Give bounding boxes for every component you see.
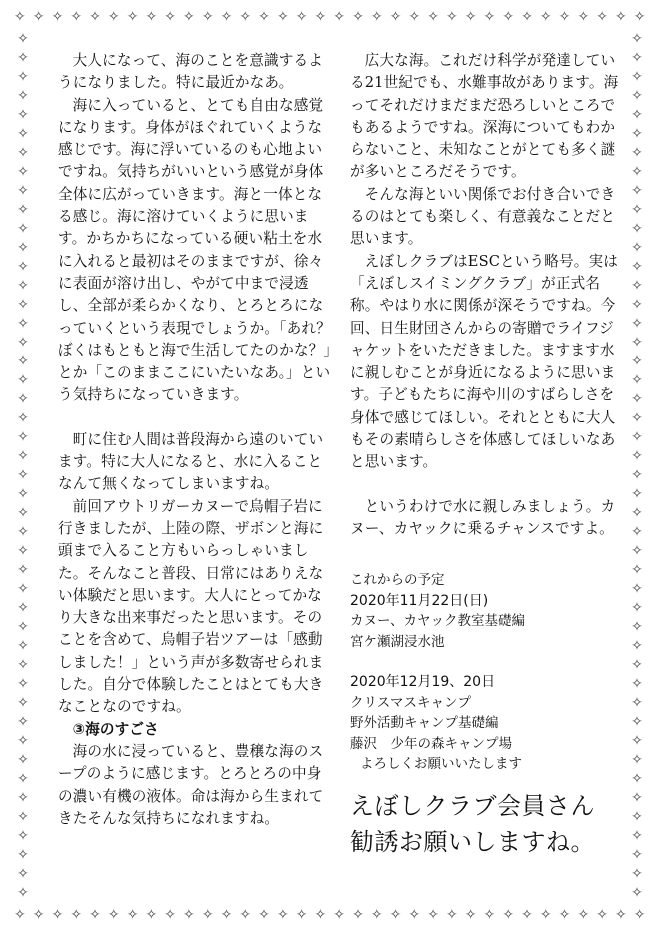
event-date: 2020年11月22日(日) <box>350 592 489 609</box>
border-figure-icon: ✧ <box>17 391 29 408</box>
border-figure-icon: ✧ <box>17 49 29 66</box>
border-figure-icon: ✧ <box>631 49 643 66</box>
border-figure-icon: ✧ <box>17 619 29 636</box>
border-figure-icon: ✧ <box>17 277 29 294</box>
border-figure-icon: ✧ <box>17 429 29 446</box>
border-figure-icon: ✧ <box>631 600 643 617</box>
border-figure-icon: ✧ <box>539 9 552 25</box>
border-figure-icon: ✧ <box>17 315 29 332</box>
border-figure-icon: ✧ <box>276 907 289 923</box>
border-figure-icon: ✧ <box>631 125 643 142</box>
border-figure-icon: ✧ <box>408 907 421 923</box>
border-figure-icon: ✧ <box>631 391 643 408</box>
border-figure-icon: ✧ <box>631 789 643 806</box>
border-figure-icon: ✧ <box>17 486 29 503</box>
border-figure-icon: ✧ <box>631 163 643 180</box>
border-figure-icon: ✧ <box>631 543 643 560</box>
decorative-border-right <box>628 30 646 902</box>
border-figure-icon: ✧ <box>295 9 308 25</box>
border-figure-icon: ✧ <box>17 31 29 47</box>
event-name: クリスマスキャンプ <box>350 694 471 711</box>
border-figure-icon: ✧ <box>631 619 643 636</box>
border-figure-icon: ✧ <box>32 9 45 25</box>
border-figure-icon: ✧ <box>631 239 643 256</box>
border-figure-icon: ✧ <box>17 182 29 199</box>
border-figure-icon: ✧ <box>17 410 29 427</box>
border-figure-icon: ✧ <box>201 907 214 923</box>
border-figure-icon: ✧ <box>183 9 195 25</box>
border-figure-icon: ✧ <box>51 9 64 25</box>
border-figure-icon: ✧ <box>615 9 627 25</box>
border-figure-icon: ✧ <box>239 907 252 923</box>
border-figure-icon: ✧ <box>17 524 29 541</box>
border-figure-icon: ✧ <box>17 600 29 617</box>
border-figure-icon: ✧ <box>17 732 29 749</box>
border-figure-icon: ✧ <box>631 656 643 673</box>
border-figure-icon: ✧ <box>17 106 29 123</box>
border-figure-icon: ✧ <box>14 9 26 25</box>
border-figure-icon: ✧ <box>17 694 29 711</box>
border-figure-icon: ✧ <box>445 907 458 923</box>
border-figure-icon: ✧ <box>17 562 29 579</box>
membership-appeal <box>350 788 640 860</box>
border-figure-icon: ✧ <box>276 9 289 25</box>
border-figure-icon: ✧ <box>596 9 608 25</box>
border-figure-icon: ✧ <box>14 907 26 923</box>
border-figure-icon: ✧ <box>17 543 29 560</box>
border-figure-icon: ✧ <box>631 334 643 351</box>
border-figure-icon: ✧ <box>17 467 29 484</box>
border-figure-icon: ✧ <box>17 865 29 882</box>
border-figure-icon: ✧ <box>164 907 176 923</box>
paragraph: えぼしクラブはESCという略号。実は「えぼしスイミングクラブ」が正式名称。やはり水に関係が深そうですね。今回、日生財団さんからの寄贈でライフジャケットをいただきました。ますます水に親しむことが身近になるように思います。子どもたちに海や川のすばらしさを身体で感じてほしい。それとともに大人もその素晴らしさを体感してほしいなあと思います。 <box>350 252 619 471</box>
border-figure-icon: ✧ <box>631 675 643 692</box>
border-figure-icon: ✧ <box>258 9 270 25</box>
border-figure-icon: ✧ <box>502 9 515 25</box>
border-figure-icon: ✧ <box>631 448 643 465</box>
border-figure-icon: ✧ <box>17 581 29 598</box>
border-figure-icon: ✧ <box>631 884 643 901</box>
appeal-line: 勧誘お願いしますね。 <box>350 828 595 856</box>
border-figure-icon: ✧ <box>17 638 29 654</box>
border-figure-icon: ✧ <box>17 239 29 256</box>
border-figure-icon: ✧ <box>631 694 643 711</box>
border-figure-icon: ✧ <box>577 907 590 923</box>
border-figure-icon: ✧ <box>17 144 29 161</box>
event-detail: 野外活動キャンプ基礎編 <box>350 715 499 731</box>
border-figure-icon: ✧ <box>89 9 101 25</box>
appeal-line: えぼしクラブ会員さん <box>350 792 595 820</box>
border-figure-icon: ✧ <box>17 827 29 844</box>
border-figure-icon: ✧ <box>17 751 29 768</box>
border-figure-icon: ✧ <box>631 31 643 47</box>
border-figure-icon: ✧ <box>126 9 139 25</box>
border-figure-icon: ✧ <box>17 220 29 237</box>
border-figure-icon: ✧ <box>521 907 533 923</box>
border-figure-icon: ✧ <box>333 9 346 25</box>
border-figure-icon: ✧ <box>521 9 533 25</box>
paragraph: 海に入っていると、とても自由な感覚になります。身体がほぐれていくような感じです。海に浮いているのも心地よいですね。気持ちがいいという感覚が身体全体に広がっていきます。海と一体となる感じ。海に溶けていくように思います。かちかちになっている硬い粘土を水に入れると最初はそのままですが、徐々に表面が溶け出し、やがて中まで浸透し、全部が柔らかくなり、とろとろになっていくという表現でしょうか。「あれ？ぼくはもともと海で生活してたのかな？」とか「このままここにいたいなあ。」という気持ちになっていきます。 <box>58 96 331 404</box>
border-figure-icon: ✧ <box>17 656 29 673</box>
border-figure-icon: ✧ <box>370 907 383 923</box>
border-figure-icon: ✧ <box>631 486 643 503</box>
schedule-spacer <box>350 652 630 672</box>
border-figure-icon: ✧ <box>631 258 643 275</box>
border-figure-icon: ✧ <box>17 884 29 901</box>
border-figure-icon: ✧ <box>483 907 496 923</box>
border-figure-icon: ✧ <box>295 907 308 923</box>
border-figure-icon: ✧ <box>389 9 402 25</box>
decorative-border-left <box>14 30 32 902</box>
border-figure-icon: ✧ <box>408 9 421 25</box>
paragraph: 大人になって、海のことを意識するようになりました。特に最近かなあ。 <box>58 52 323 92</box>
border-figure-icon: ✧ <box>17 448 29 465</box>
paragraph-gap <box>58 407 334 429</box>
border-figure-icon: ✧ <box>464 9 477 25</box>
border-figure-icon: ✧ <box>17 296 29 313</box>
border-figure-icon: ✧ <box>220 907 233 923</box>
border-figure-icon: ✧ <box>17 87 29 104</box>
border-figure-icon: ✧ <box>631 429 643 446</box>
border-figure-icon: ✧ <box>633 907 646 923</box>
border-figure-icon: ✧ <box>145 907 158 923</box>
border-figure-icon: ✧ <box>631 315 643 332</box>
section-heading: ③海のすごさ <box>72 720 159 738</box>
closing-line: よろしくお願いいたします <box>360 756 522 772</box>
border-figure-icon: ✧ <box>70 9 83 25</box>
border-figure-icon: ✧ <box>145 9 158 25</box>
border-figure-icon: ✧ <box>464 907 477 923</box>
border-figure-icon: ✧ <box>17 808 29 825</box>
border-figure-icon: ✧ <box>17 201 29 218</box>
border-figure-icon: ✧ <box>126 907 139 923</box>
border-figure-icon: ✧ <box>258 907 270 923</box>
paragraph: 広大な海。これだけ科学が発達している21世紀でも、水難事故があります。海ってそれだけまだまだ恐ろしいところでもあるようですね。深海についてもわからないこと、未知なことがとても多く謎が多いところだそうです。 <box>350 52 619 181</box>
border-figure-icon: ✧ <box>17 789 29 806</box>
right-column <box>350 50 620 540</box>
schedule-section <box>350 570 630 775</box>
border-figure-icon: ✧ <box>314 9 327 25</box>
border-figure-icon: ✧ <box>445 9 458 25</box>
border-figure-icon: ✧ <box>352 9 364 25</box>
border-figure-icon: ✧ <box>32 907 45 923</box>
border-figure-icon: ✧ <box>631 144 643 161</box>
paragraph: 町に住む人間は普段海から遠のいています。特に大人になると、水に入ることなんて無くなってしまいますね。 <box>58 430 324 493</box>
border-figure-icon: ✧ <box>17 675 29 692</box>
border-figure-icon: ✧ <box>107 9 120 25</box>
border-figure-icon: ✧ <box>631 220 643 237</box>
border-figure-icon: ✧ <box>631 410 643 427</box>
border-figure-icon: ✧ <box>427 9 439 25</box>
border-figure-icon: ✧ <box>558 9 571 25</box>
border-figure-icon: ✧ <box>17 713 29 730</box>
paragraph: 前回アウトリガーカヌーで烏帽子岩に行きましたが、上陸の際、ザボンと海に頭まで入ること方もいらっしゃいました。そんなこと普段、日常にはありえない体験だと思います。大人にとってかなり大きな出来事だったと思います。そのことを含めて、烏帽子岩ツアーは「感動しました！」という声が多数寄せられました。自分で体験したことはとても大きなことなのですね。 <box>58 497 324 716</box>
border-figure-icon: ✧ <box>631 201 643 218</box>
border-figure-icon: ✧ <box>631 846 643 863</box>
border-figure-icon: ✧ <box>631 372 643 389</box>
border-figure-icon: ✧ <box>631 865 643 882</box>
border-figure-icon: ✧ <box>389 907 402 923</box>
border-figure-icon: ✧ <box>352 907 364 923</box>
border-figure-icon: ✧ <box>539 907 552 923</box>
border-figure-icon: ✧ <box>17 68 29 85</box>
event-name: カヌー、カヤック教室基礎編 <box>350 613 525 629</box>
border-figure-icon: ✧ <box>89 907 101 923</box>
border-figure-icon: ✧ <box>631 524 643 541</box>
paragraph: 海の水に浸っていると、豊穣な海のスープのように感じます。とろとろの中身の濃い有機の液体。命は海から生まれてきたそんな気持ちになれますね。 <box>58 742 324 827</box>
border-figure-icon: ✧ <box>164 9 176 25</box>
border-figure-icon: ✧ <box>631 713 643 730</box>
schedule-title: これからの予定 <box>350 572 445 588</box>
border-figure-icon: ✧ <box>631 581 643 598</box>
border-figure-icon: ✧ <box>596 907 608 923</box>
border-figure-icon: ✧ <box>631 770 643 787</box>
border-figure-icon: ✧ <box>577 9 590 25</box>
border-figure-icon: ✧ <box>17 505 29 522</box>
border-figure-icon: ✧ <box>17 125 29 142</box>
border-figure-icon: ✧ <box>502 907 515 923</box>
border-figure-icon: ✧ <box>633 9 646 25</box>
border-figure-icon: ✧ <box>370 9 383 25</box>
left-column <box>58 50 334 830</box>
border-figure-icon: ✧ <box>70 907 83 923</box>
border-figure-icon: ✧ <box>17 353 29 370</box>
event-place: 宮ケ瀬湖浸水池 <box>350 633 445 650</box>
border-figure-icon: ✧ <box>631 751 643 768</box>
border-figure-icon: ✧ <box>631 68 643 85</box>
border-figure-icon: ✧ <box>17 258 29 275</box>
event-date: 2020年12月19、20日 <box>350 674 496 690</box>
event-place: 藤沢 少年の森キャンプ場 <box>350 735 512 752</box>
border-figure-icon: ✧ <box>631 353 643 370</box>
border-figure-icon: ✧ <box>333 907 346 923</box>
paragraph: というわけで水に親しみましょう。カヌー、カヤックに乗るチャンスですよ。 <box>350 497 616 537</box>
border-figure-icon: ✧ <box>51 907 64 923</box>
border-figure-icon: ✧ <box>427 907 439 923</box>
border-figure-icon: ✧ <box>239 9 252 25</box>
border-figure-icon: ✧ <box>631 277 643 294</box>
border-figure-icon: ✧ <box>17 163 29 180</box>
border-figure-icon: ✧ <box>558 907 571 923</box>
border-figure-icon: ✧ <box>631 182 643 199</box>
border-figure-icon: ✧ <box>615 907 627 923</box>
paragraph: そんな海といい関係でお付き合いできるのはとても楽しく、有意義なことだと思います。 <box>350 185 616 248</box>
paragraph-gap <box>350 474 620 496</box>
border-figure-icon: ✧ <box>183 907 195 923</box>
border-figure-icon: ✧ <box>17 846 29 863</box>
border-figure-icon: ✧ <box>631 562 643 579</box>
border-figure-icon: ✧ <box>17 770 29 787</box>
border-figure-icon: ✧ <box>631 87 643 104</box>
decorative-border-top <box>14 8 646 26</box>
decorative-border-bottom <box>14 906 646 924</box>
border-figure-icon: ✧ <box>631 638 643 654</box>
border-figure-icon: ✧ <box>314 907 327 923</box>
border-figure-icon: ✧ <box>631 467 643 484</box>
border-figure-icon: ✧ <box>220 9 233 25</box>
border-figure-icon: ✧ <box>631 106 643 123</box>
border-figure-icon: ✧ <box>631 505 643 522</box>
border-figure-icon: ✧ <box>107 907 120 923</box>
border-figure-icon: ✧ <box>631 827 643 844</box>
border-figure-icon: ✧ <box>201 9 214 25</box>
border-figure-icon: ✧ <box>631 296 643 313</box>
border-figure-icon: ✧ <box>483 9 496 25</box>
border-figure-icon: ✧ <box>631 732 643 749</box>
border-figure-icon: ✧ <box>631 808 643 825</box>
border-figure-icon: ✧ <box>17 372 29 389</box>
border-figure-icon: ✧ <box>17 334 29 351</box>
